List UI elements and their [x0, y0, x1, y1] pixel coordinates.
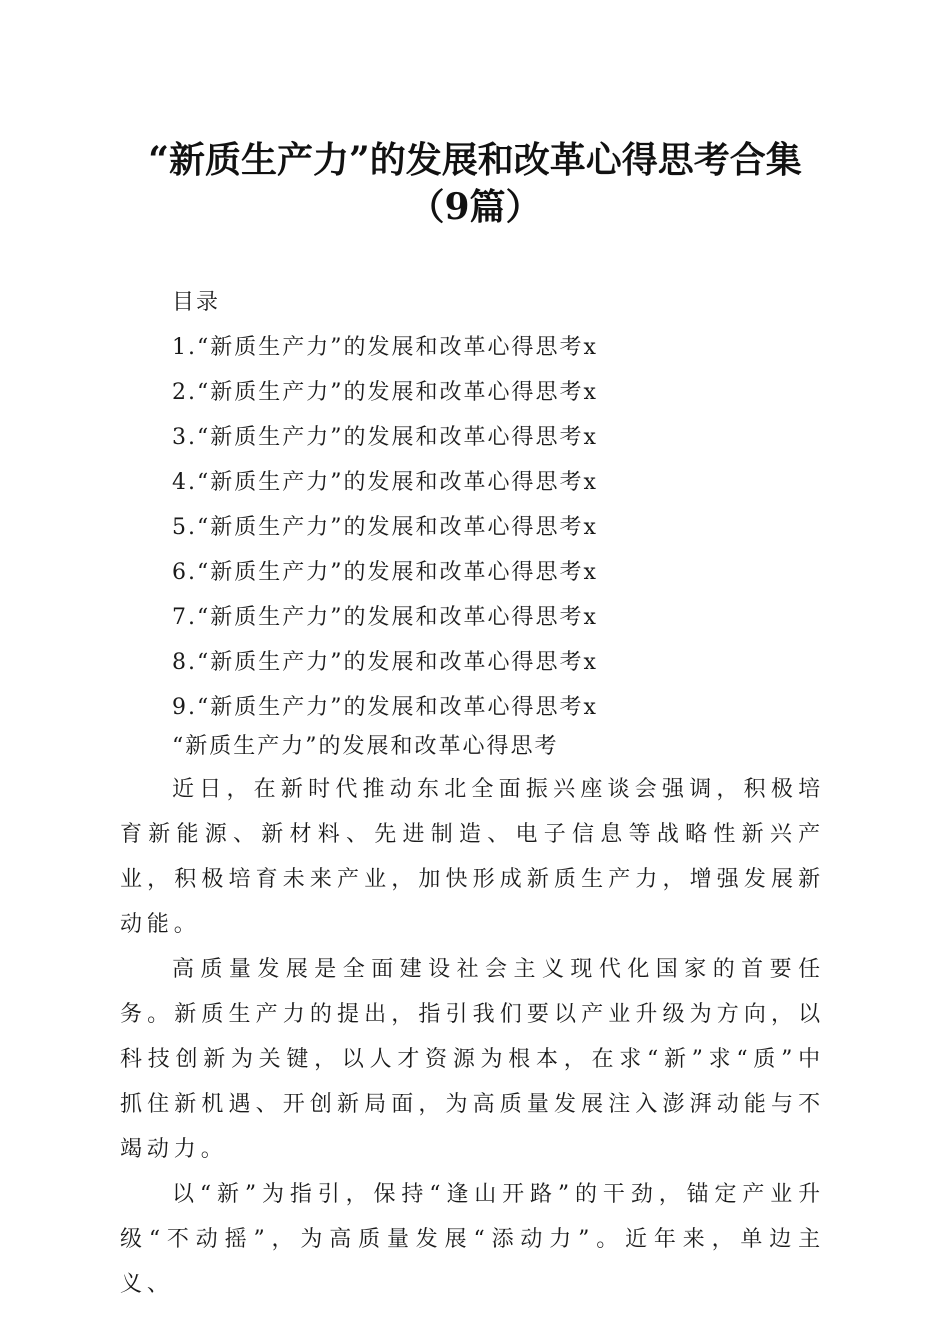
article-title: “新质生产力”的发展和改革心得思考 [172, 734, 559, 759]
toc-item: 7.“新质生产力”的发展和改革心得思考x [172, 605, 598, 630]
paragraph: 以“新”为指引，保持“逢山开路”的干劲，锚定产业升级“不动摇”，为高质量发展“添动力”。近年来，单边主义、 [120, 1182, 825, 1297]
paragraph: 近日，在新时代推动东北全面振兴座谈会强调，积极培育新能源、新材料、先进制造、电子信息等战略性新兴产业，积极培育未来产业，加快形成新质生产力，增强发展新动能。 [120, 777, 825, 937]
document-title: “新质生产力”的发展和改革心得思考合集 [148, 139, 802, 181]
toc-item: 3.“新质生产力”的发展和改革心得思考x [172, 425, 598, 450]
toc-item: 8.“新质生产力”的发展和改革心得思考x [172, 650, 598, 675]
article-body [120, 767, 825, 1307]
toc-item: 4.“新质生产力”的发展和改革心得思考x [172, 470, 598, 495]
toc-item: 2.“新质生产力”的发展和改革心得思考x [172, 380, 598, 405]
document-title-count: （9篇） [408, 186, 542, 228]
toc-item: 6.“新质生产力”的发展和改革心得思考x [172, 560, 598, 585]
paragraph: 高质量发展是全面建设社会主义现代化国家的首要任务。新质生产力的提出，指引我们要以产业升级为方向，以科技创新为关键，以人才资源为根本，在求“新”求“质”中抓住新机遇、开创新局面，为高质量发展注入澎湃动能与不竭动力。 [120, 957, 825, 1162]
table-of-contents [172, 280, 872, 730]
toc-item: 1.“新质生产力”的发展和改革心得思考x [172, 335, 598, 360]
toc-heading: 目录 [172, 290, 221, 315]
toc-item: 5.“新质生产力”的发展和改革心得思考x [172, 515, 598, 540]
toc-item: 9.“新质生产力”的发展和改革心得思考x [172, 695, 598, 720]
